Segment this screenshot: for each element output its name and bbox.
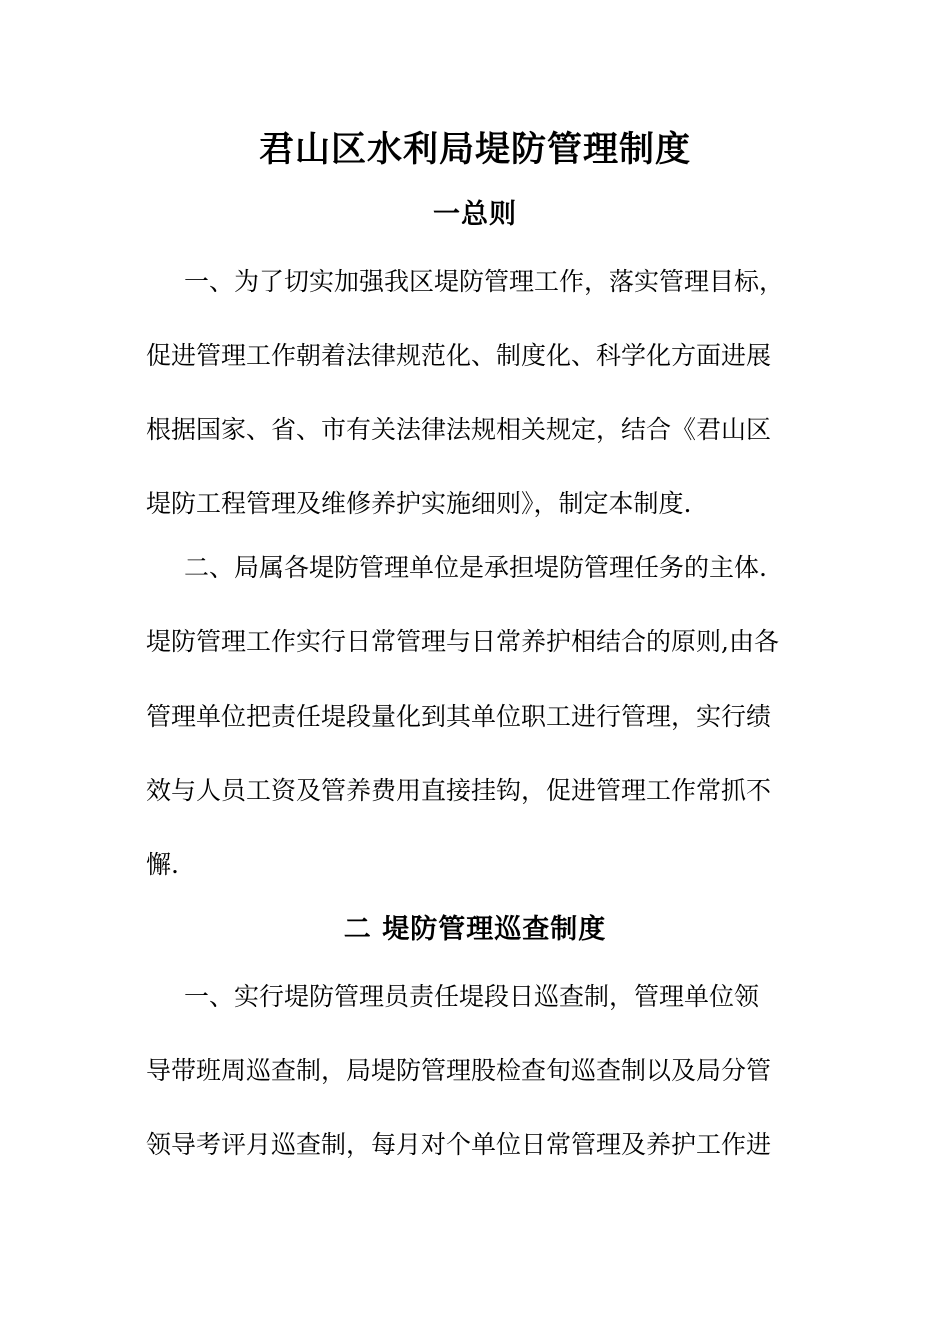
document-title: 君山区水利局堤防管理制度 (258, 129, 691, 170)
paragraph-line: 导带班周巡查制，局堤防管理股检查旬巡查制以及局分管 (146, 1056, 772, 1085)
paragraph-line: 堤防工程管理及维修养护实施细则》，制定本制度. (146, 489, 692, 518)
paragraph-line: 促进管理工作朝着法律规范化、制度化、科学化方面进展 (146, 341, 772, 370)
paragraph-line: 懈. (146, 850, 179, 879)
paragraph-line: 效与人员工资及管养费用直接挂钩，促进管理工作常抓不 (146, 776, 772, 805)
paragraph-line: 领导考评月巡查制，每月对个单位日常管理及养护工作进 (146, 1130, 772, 1159)
paragraph-line: 根据国家、省、市有关法律法规相关规定，结合《君山区 (146, 415, 772, 444)
section-heading-general: 一总则 (433, 199, 517, 230)
paragraph-line: 堤防管理工作实行日常管理与日常养护相结合的原则,由各 (146, 627, 779, 656)
paragraph-line: 一、为了切实加强我区堤防管理工作，落实管理目标， (184, 267, 785, 296)
section-heading-patrol: 二 堤防管理巡查制度 (343, 914, 607, 945)
paragraph-line: 管理单位把责任堤段量化到其单位职工进行管理，实行绩 (146, 702, 772, 731)
paragraph-line: 二、局属各堤防管理单位是承担堤防管理任务的主体. (184, 553, 767, 582)
paragraph-line: 一、实行堤防管理员责任堤段日巡查制，管理单位领 (184, 982, 760, 1011)
